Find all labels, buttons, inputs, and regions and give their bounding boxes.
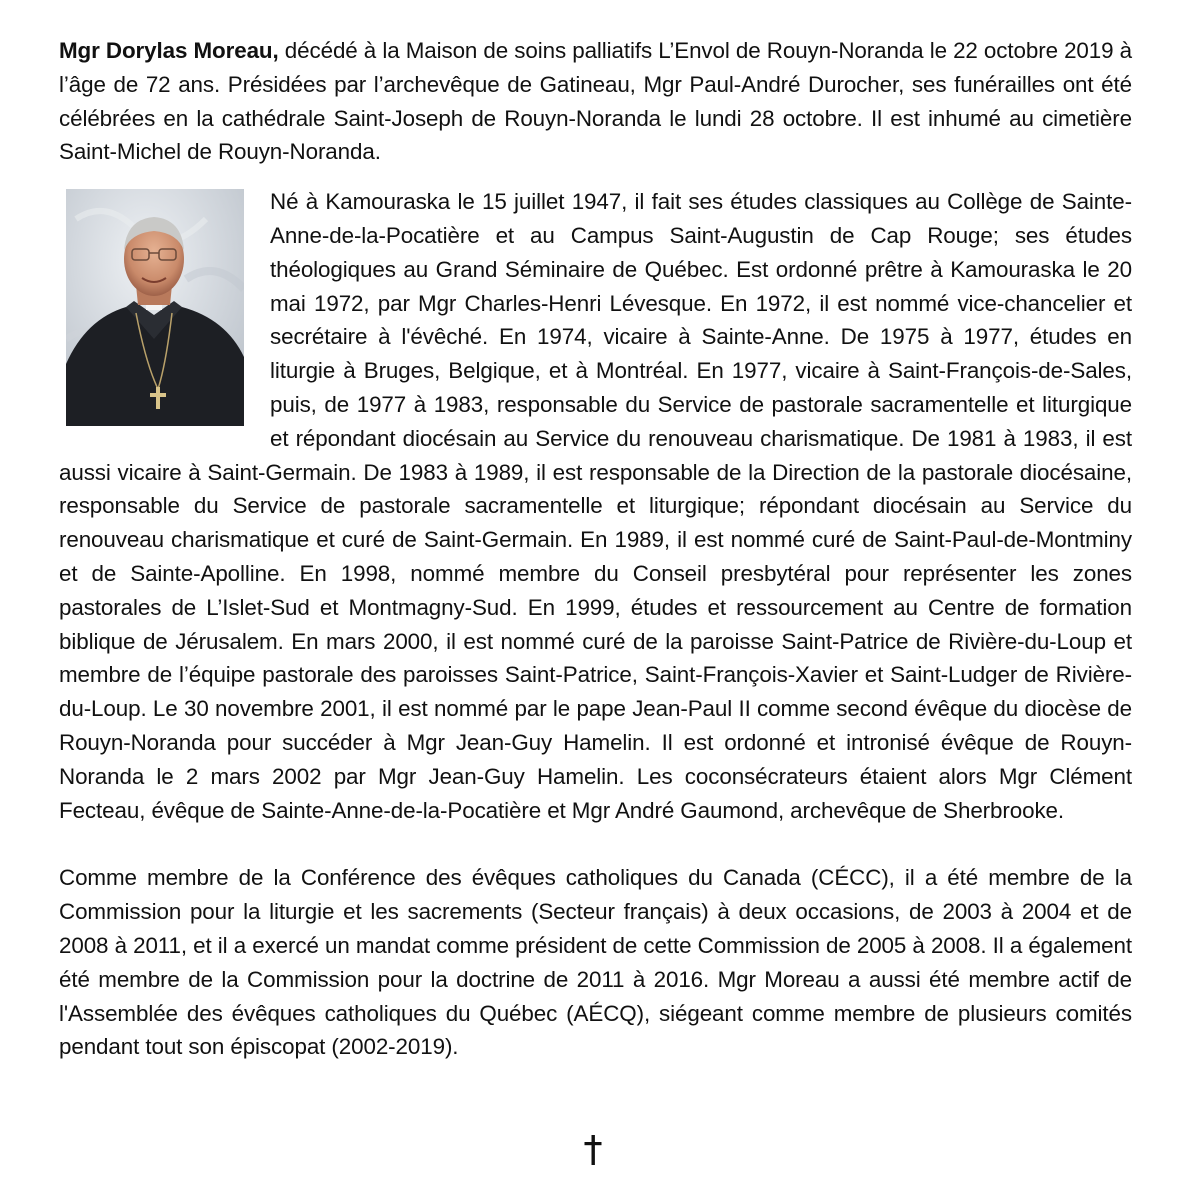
cross-symbol [583, 1133, 603, 1167]
portrait-photo [66, 189, 244, 426]
cecc-paragraph: Comme membre de la Conférence des évêques catholiques du Canada (CÉCC), il a été membre de la Commission pour la liturgie et les sacrements (Secteur français) à deux occasions, de 2003 à 2004 et de 2008 à 2011, et il a exercé un mandat comme président de cette Commission de 2005 à 2008. Il a également été membre de la Commission pour la doctrine de 2011 à 2016. Mgr Moreau a aussi été membre actif de l'Assemblée des évêques catholiques du Québec (AÉCQ), siégeant comme membre de plusieurs comités pendant tout son épiscopat (2002-2019). [59, 865, 1132, 1060]
biography-paragraph: Né à Kamouraska le 15 juillet 1947, il fait ses études classiques au Collège de Sainte-Anne-de-la-Pocatière et au Campus Saint-Augustin de Cap Rouge; ses études théologiques au Grand Séminaire de Québec. Est ordonné prêtre à Kamouraska le 20 mai 1972, par Mgr Charles-Henri Lévesque. En 1972, il est nommé vice-chancelier et secrétaire à l'évêché. En 1974, vicaire à Sainte-Anne. De 1975 à 1977, études en liturgie à Bruges, Belgique, et à Montréal. En 1977, vicaire à Saint-François-de-Sales, puis, de 1977 à 1983, responsable du Service de pastorale sacramentelle et liturgique et répondant diocésain au Service du renouveau charismatique. De 1981 à 1983, il est aussi vicaire à Saint-Germain. De 1983 à 1989, il est responsable de la Direction de la pastorale diocésaine, responsable du Service de pastorale sacramentelle et liturgique; répondant diocésain au Service du renouveau charismatique et curé de Saint-Germain. En 1989, il est nommé curé de Saint-Paul-de-Montminy et de Sainte-Apolline. En 1998, nommé membre du Conseil presbytéral pour représenter les zones pastorales de L’Islet-Sud et Montmagny-Sud. En 1999, études et ressourcement au Centre de formation biblique de Jérusalem. En mars 2000, il est nommé curé de la paroisse Saint-Patrice de Rivière-du-Loup et membre de l’équipe pastorale des paroisses Saint-Patrice, Saint-François-Xavier et Saint-Ludger de Rivière-du-Loup. Le 30 novembre 2001, il est nommé par le pape Jean-Paul II comme second évêque du diocèse de Rouyn-Noranda pour succéder à Mgr Jean-Guy Hamelin. Il est ordonné et intronisé évêque de Rouyn-Noranda le 2 mars 2002 par Mgr Jean-Guy Hamelin. Les coconsécrateurs étaient alors Mgr Clément Fecteau, évêque de Sainte-Anne-de-la-Pocatière et Mgr André Gaumond, archevêque de Sherbrooke. [59, 189, 1132, 823]
obituary-document [59, 34, 1132, 1064]
person-name: Mgr Dorylas Moreau, [59, 38, 279, 63]
intro-paragraph [59, 34, 1132, 169]
intro-text: décédé à la Maison de soins palliatifs L’Envol de Rouyn-Noranda le 22 octobre 2019 à l’âge de 72 ans. Présidées par l’archevêque de Gatineau, Mgr Paul-André Durocher, ses funérailles ont été célébrées en la cathédrale Saint-Joseph de Rouyn-Noranda le lundi 28 octobre. Il est inhumé au cimetière Saint-Michel de Rouyn-Noranda. [59, 38, 1132, 165]
